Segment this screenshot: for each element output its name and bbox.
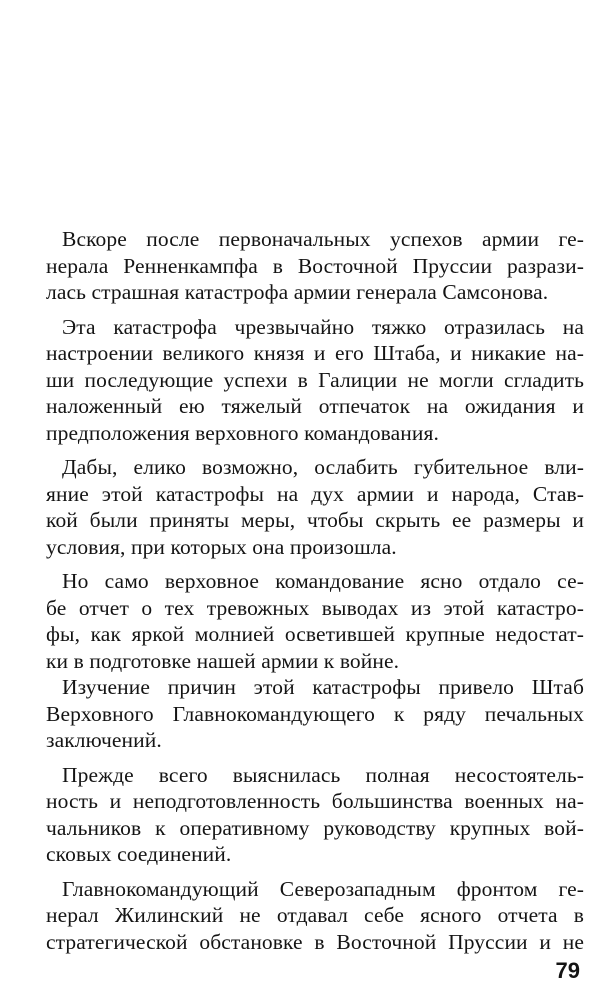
text-line: чальников к оперативному руководству крупных вой- — [46, 815, 584, 840]
text-line: наложенный ею тяжелый отпечаток на ожидания и — [46, 394, 584, 418]
text-line: сковых соединений. — [46, 842, 232, 866]
text-line: Вскоре после первоначальных успехов армии ге- — [62, 227, 584, 251]
paragraph-7 — [46, 876, 584, 956]
text-line: заключений. — [46, 728, 162, 752]
paragraph-3 — [46, 454, 584, 560]
paragraph-4 — [46, 568, 584, 674]
text-line: ки в подготовке нашей армии к войне. — [46, 648, 400, 673]
text-line: яние этой катастрофы на дух армии и народа, Став- — [46, 481, 584, 506]
text-line: Эта катастрофа чрезвычайно тяжко отразилась на — [62, 314, 584, 339]
text-line: Дабы, елико возможно, ослабить губительное вли- — [62, 455, 584, 479]
text-line: условия, при которых она произошла. — [46, 534, 397, 559]
text-line: настроении великого князя и его Штаба, и никакие на- — [46, 341, 584, 365]
text-line: кой были приняты меры, чтобы скрыть ее размеры и — [46, 508, 584, 532]
text-line: фы, как яркой молнией осветившей крупные недостат- — [46, 622, 584, 646]
text-line: стратегической обстановке в Восточной Пруссии и не — [46, 929, 584, 954]
text-line: нерала Ренненкампфа в Восточной Пруссии разрази- — [46, 253, 584, 278]
text-line: Главнокомандующий Северозападным фронтом ге- — [62, 876, 584, 901]
text-line: Верховного Главнокомандующего к ряду печальных — [46, 701, 584, 726]
text-line: Изучение причин этой катастрофы привело Штаб — [62, 675, 584, 699]
body-text — [46, 226, 584, 955]
paragraph-2 — [46, 314, 584, 447]
text-line: Но само верховное командование ясно отдало се- — [62, 569, 584, 593]
paragraph-5 — [46, 674, 584, 754]
text-line: ность и неподготовленность большинства военных на- — [46, 789, 584, 813]
text-line: ши последующие успехи в Галиции не могли сгладить — [46, 367, 584, 392]
text-line: Прежде всего выяснилась полная несостоятель- — [62, 762, 584, 787]
text-line: бе отчет о тех тревожных выводах из этой катастро- — [46, 595, 584, 620]
paragraph-6 — [46, 762, 584, 868]
paragraph-1 — [46, 226, 584, 306]
page-number: 79 — [555, 958, 580, 983]
text-line: нерал Жилинский не отдавал себе ясного отчета в — [46, 903, 584, 927]
text-line: лась страшная катастрофа армии генерала Самсонова. — [46, 280, 549, 304]
text-line: предположения верховного командования. — [46, 420, 439, 445]
